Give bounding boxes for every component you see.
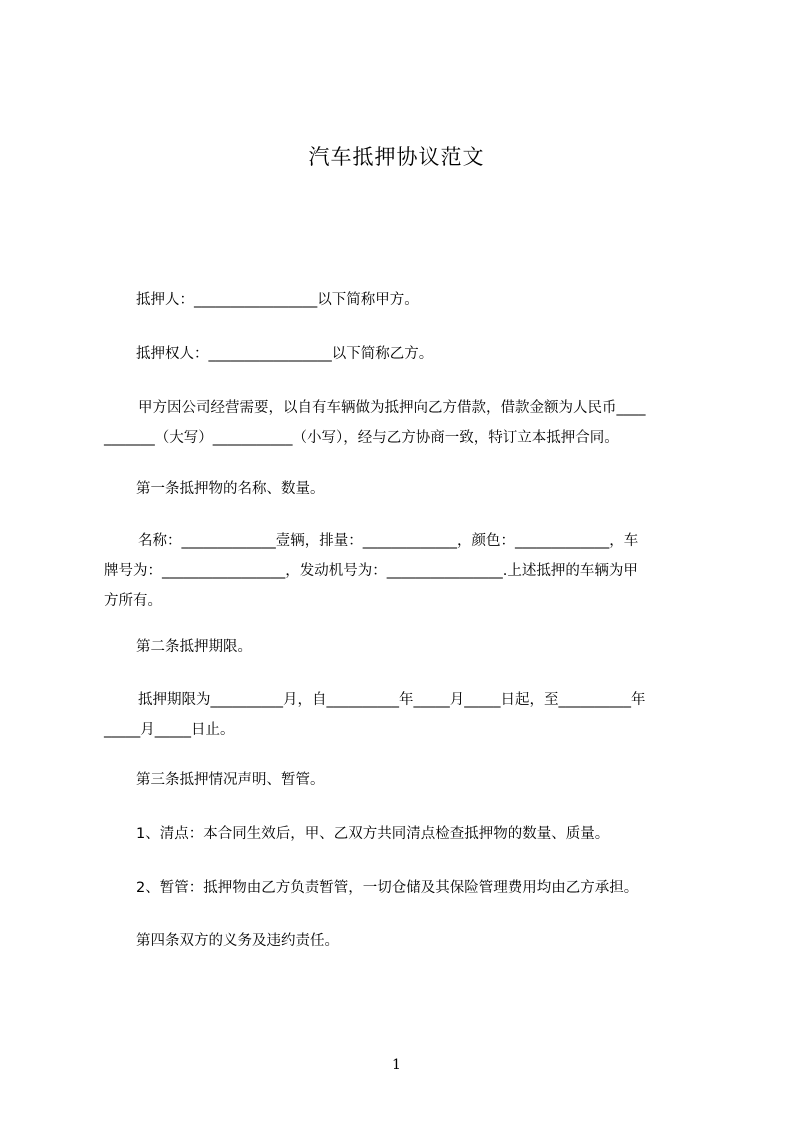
article-1-line-3: 方所有。 <box>104 593 162 609</box>
article-4-heading: 第四条双方的义务及违约责任。 <box>136 933 339 949</box>
page-number: 1 <box>392 1057 401 1073</box>
article-2-heading: 第二条抵押期限。 <box>136 639 252 655</box>
article-2-paragraph <box>104 691 701 739</box>
intro-line-1: 甲方因公司经营需要，以自有车辆做为抵押向乙方借款，借款金额为人民币____ <box>138 400 646 416</box>
article-3-item-1: 1、清点：本合同生效后，甲、乙双方共同清点检查抵押物的数量、质量。 <box>136 826 610 842</box>
mortgagor-line: 抵押人：_________________以下简称甲方。 <box>136 292 419 308</box>
article-1-paragraph <box>104 532 701 610</box>
article-3-item-2: 2、暂管：抵押物由乙方负责暂管，一切仓储及其保险管理费用均由乙方承担。 <box>136 880 639 896</box>
intro-line-2: _______（大写）___________（小写），经与乙方协商一致，特订立本抵押合同。 <box>104 430 619 446</box>
article-2-line-1: 抵押期限为__________月，自__________年_____月_____日起，至__________年 <box>138 692 646 708</box>
intro-paragraph <box>104 399 701 447</box>
article-1-heading: 第一条抵押物的名称、数量。 <box>136 481 325 497</box>
article-1-line-1: 名称：_____________壹辆，排量：_____________，颜色：_____________，车 <box>138 533 639 549</box>
document-title: 汽车抵押协议范文 <box>308 145 485 169</box>
mortgagee-line: 抵押权人：_________________以下简称乙方。 <box>136 346 434 362</box>
article-3-heading: 第三条抵押情况声明、暂管。 <box>136 772 325 788</box>
article-2-line-2: _____月_____日止。 <box>104 722 235 738</box>
article-1-line-2: 牌号为：_________________，发动机号为：________________.上述抵押的车辆为甲 <box>104 563 638 579</box>
